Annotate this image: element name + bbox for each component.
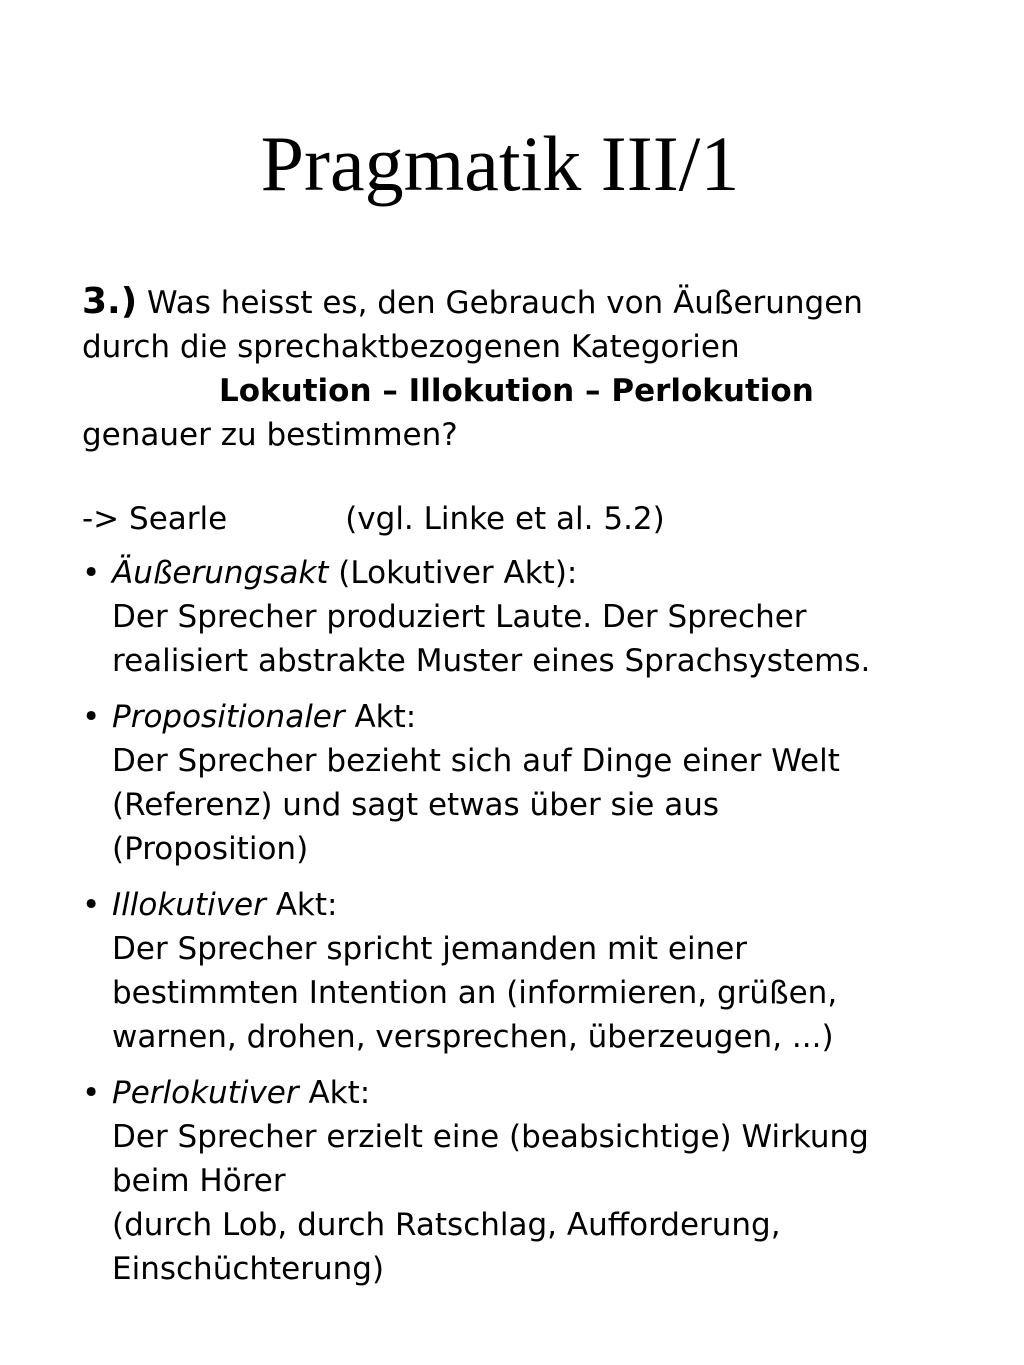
bullet-line: Der Sprecher spricht jemanden mit einer — [112, 931, 748, 967]
bullet-suffix: Akt: — [298, 1075, 371, 1111]
bullet-line: warnen, drohen, versprechen, überzeugen, ...) — [112, 1019, 834, 1055]
bullet-heading — [112, 1071, 942, 1115]
question-line-1 — [82, 280, 942, 325]
bullet-term: Illokutiver — [112, 887, 266, 923]
bullet-dot: • — [82, 1075, 101, 1111]
bullet-heading — [112, 883, 942, 927]
question-block — [82, 280, 942, 457]
bullet-line: (durch Lob, durch Ratschlag, Aufforderung, — [112, 1207, 781, 1243]
bullet-line: Der Sprecher bezieht sich auf Dinge einer Welt — [112, 743, 840, 779]
reference-author: -> Searle — [82, 501, 228, 537]
bullet-item-propositionaler-akt — [82, 695, 942, 871]
reference-line — [82, 497, 942, 541]
bullet-line: Der Sprecher erzielt eine (beabsichtige) Wirkung — [112, 1119, 869, 1155]
bullet-item-aeusserungsakt — [82, 551, 942, 683]
bullet-line: realisiert abstrakte Muster eines Sprachsystems. — [112, 643, 871, 679]
bullet-suffix: (Lokutiver Akt): — [328, 555, 578, 591]
bullet-term: Propositionaler — [112, 699, 345, 735]
bullet-line: (Referenz) und sagt etwas über sie aus — [112, 787, 720, 823]
bullet-heading — [112, 551, 942, 595]
bullet-dot: • — [82, 887, 101, 923]
reference-source: (vgl. Linke et al. 5.2) — [345, 501, 665, 537]
bullet-dot: • — [82, 555, 101, 591]
bullet-suffix: Akt: — [344, 699, 417, 735]
question-number: 3.) — [82, 281, 138, 322]
term-dash-2: – — [585, 373, 601, 409]
term-lokution: Lokution — [219, 373, 372, 409]
term-perlokution: Perlokution — [611, 373, 814, 409]
bullet-line: beim Hörer — [112, 1163, 286, 1199]
slide-title: Pragmatik III/1 — [260, 120, 740, 207]
bullet-heading — [112, 695, 942, 739]
bullet-item-illokutiver-akt — [82, 883, 942, 1059]
bullet-line: (Proposition) — [112, 831, 309, 867]
term-dash-1: – — [382, 373, 398, 409]
bullet-term: Äußerungsakt — [112, 555, 329, 591]
question-line-2: durch die sprechaktbezogenen Kategorien — [82, 329, 740, 365]
bullet-suffix: Akt: — [265, 887, 338, 923]
bullet-line: Einschüchterung) — [112, 1251, 385, 1287]
slide-body — [82, 280, 942, 1291]
bullet-line: Der Sprecher produziert Laute. Der Sprecher — [112, 599, 807, 635]
question-line-4: genauer zu bestimmen? — [82, 417, 458, 453]
bullet-dot: • — [82, 699, 101, 735]
category-terms — [82, 369, 942, 413]
bullet-term: Perlokutiver — [112, 1075, 299, 1111]
term-illokution: Illokution — [408, 373, 575, 409]
bullet-item-perlokutiver-akt — [82, 1071, 942, 1291]
bullet-line: bestimmten Intention an (informieren, grüßen, — [112, 975, 838, 1011]
question-text-1: Was heisst es, den Gebrauch von Äußerungen — [147, 285, 863, 321]
